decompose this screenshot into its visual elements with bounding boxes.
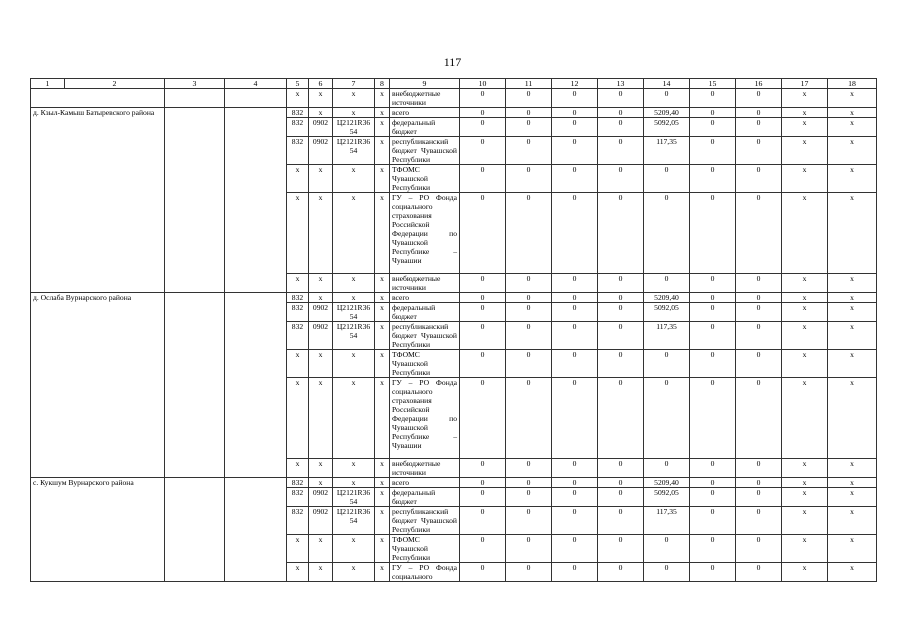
table-cell: x: [287, 535, 309, 563]
empty-cell: [165, 293, 225, 478]
table-cell: x: [375, 350, 390, 378]
table-cell: x: [309, 108, 333, 118]
table-cell: 0: [598, 118, 644, 137]
table-cell: 0: [460, 350, 506, 378]
table-cell: 0: [690, 118, 736, 137]
table-cell: 0: [736, 89, 782, 108]
table-cell: x: [828, 89, 877, 108]
table-cell: 0: [736, 459, 782, 478]
table-cell: 0: [506, 563, 552, 582]
table-cell: x: [375, 378, 390, 459]
column-header: 1: [31, 79, 65, 89]
table-cell: 0: [460, 459, 506, 478]
table-cell: 832: [287, 478, 309, 488]
table-cell: x: [782, 459, 828, 478]
table-cell: x: [375, 137, 390, 165]
table-cell: x: [828, 507, 877, 535]
table-cell: x: [782, 89, 828, 108]
table-cell: 0: [552, 89, 598, 108]
table-cell: 0: [506, 193, 552, 274]
table-cell: x: [309, 478, 333, 488]
table-cell: 0902: [309, 303, 333, 322]
table-cell: x: [375, 488, 390, 507]
empty-cell: [165, 89, 225, 108]
table-cell: x: [287, 350, 309, 378]
table-cell: x: [375, 478, 390, 488]
table-cell: x: [309, 293, 333, 303]
table-cell: 0: [460, 193, 506, 274]
table-cell: 0: [690, 165, 736, 193]
column-header: 6: [309, 79, 333, 89]
funding-source-cell: ТФОМС Чувашской Республики: [390, 165, 460, 193]
table-cell: Ц2121R36 54: [333, 488, 375, 507]
settlement-name-cell: д. Кзыл-Камыш Батыревского района: [31, 108, 165, 293]
table-cell: 0: [552, 378, 598, 459]
table-cell: 0: [506, 378, 552, 459]
table-cell: 0: [460, 293, 506, 303]
table-cell: x: [782, 293, 828, 303]
table-cell: 0: [460, 507, 506, 535]
table-cell: 832: [287, 293, 309, 303]
table-cell: x: [309, 89, 333, 108]
column-header: 18: [828, 79, 877, 89]
table-cell: 0: [598, 274, 644, 293]
funding-source-cell: внебюджетные источники: [390, 274, 460, 293]
funding-source-cell: всего: [390, 293, 460, 303]
table-cell: 0: [506, 118, 552, 137]
column-header-row: [31, 79, 877, 89]
table-cell: 0: [598, 193, 644, 274]
table-cell: 0: [736, 165, 782, 193]
table-cell: x: [828, 303, 877, 322]
table-cell: 0: [598, 137, 644, 165]
table-cell: x: [782, 350, 828, 378]
table-row: [31, 108, 877, 118]
table-cell: x: [375, 563, 390, 582]
table-cell: 0: [552, 488, 598, 507]
table-cell: 0: [690, 507, 736, 535]
table-cell: 0: [598, 459, 644, 478]
table-cell: 0: [644, 378, 690, 459]
table-cell: x: [375, 165, 390, 193]
funding-source-cell: федеральный бюджет: [390, 118, 460, 137]
table-cell: x: [782, 322, 828, 350]
table-cell: 0: [690, 378, 736, 459]
table-cell: x: [333, 293, 375, 303]
funding-source-cell: федеральный бюджет: [390, 303, 460, 322]
table-cell: x: [287, 563, 309, 582]
table-cell: 0: [506, 89, 552, 108]
table-cell: 0: [644, 535, 690, 563]
table-row: [31, 89, 877, 108]
table-cell: 5209,40: [644, 108, 690, 118]
table-cell: 0: [690, 193, 736, 274]
table-cell: x: [333, 193, 375, 274]
table-cell: x: [828, 478, 877, 488]
settlement-name-cell: д. Ослаба Вурнарского района: [31, 293, 165, 478]
funding-source-cell: всего: [390, 478, 460, 488]
table-cell: 0902: [309, 507, 333, 535]
table-cell: 0: [736, 378, 782, 459]
table-cell: 117,35: [644, 322, 690, 350]
table-cell: 0: [506, 108, 552, 118]
table-cell: 0: [552, 193, 598, 274]
table-cell: 0902: [309, 488, 333, 507]
table-cell: 0: [736, 118, 782, 137]
table-cell: x: [782, 165, 828, 193]
table-cell: 0902: [309, 322, 333, 350]
table-cell: 0: [552, 274, 598, 293]
table-cell: 0: [736, 478, 782, 488]
table-cell: x: [309, 165, 333, 193]
column-header: 12: [552, 79, 598, 89]
empty-cell: [165, 478, 225, 582]
table-cell: 0: [506, 488, 552, 507]
table-cell: 0: [506, 165, 552, 193]
table-cell: x: [333, 274, 375, 293]
table-cell: 0: [506, 350, 552, 378]
table-cell: 0: [644, 563, 690, 582]
table-cell: x: [375, 322, 390, 350]
table-cell: x: [782, 507, 828, 535]
table-cell: 0: [598, 322, 644, 350]
empty-cell: [225, 89, 287, 108]
table-cell: 0: [690, 459, 736, 478]
table-cell: 0: [690, 350, 736, 378]
table-cell: x: [287, 378, 309, 459]
table-cell: 5209,40: [644, 478, 690, 488]
table-cell: 0: [506, 535, 552, 563]
table-cell: 0: [598, 108, 644, 118]
table-cell: x: [375, 293, 390, 303]
table-cell: x: [782, 378, 828, 459]
table-cell: 832: [287, 507, 309, 535]
table-cell: 0: [644, 165, 690, 193]
table-cell: x: [287, 193, 309, 274]
table-cell: 0: [644, 89, 690, 108]
table-cell: 0: [690, 137, 736, 165]
table-cell: 0: [506, 507, 552, 535]
table-cell: x: [828, 137, 877, 165]
table-cell: 0: [552, 478, 598, 488]
table-cell: x: [828, 165, 877, 193]
funding-source-cell: ГУ – РО Фонда социального страхования Российской Федерации по Чувашской Республике – Чувашии: [390, 193, 460, 274]
table-cell: Ц2121R36 54: [333, 303, 375, 322]
table-cell: 0: [644, 459, 690, 478]
table-cell: 0: [598, 478, 644, 488]
table-cell: 0: [506, 303, 552, 322]
table-cell: 0: [460, 118, 506, 137]
table-cell: 832: [287, 137, 309, 165]
table-cell: x: [309, 378, 333, 459]
table-cell: x: [333, 478, 375, 488]
table-cell: 0: [460, 322, 506, 350]
table-cell: Ц2121R36 54: [333, 118, 375, 137]
funding-source-cell: внебюджетные источники: [390, 89, 460, 108]
table-cell: x: [309, 193, 333, 274]
table-cell: 0: [690, 274, 736, 293]
table-cell: x: [782, 118, 828, 137]
table-cell: x: [782, 478, 828, 488]
table-cell: 0: [690, 322, 736, 350]
funding-source-cell: республиканский бюджет Чувашской Республики: [390, 137, 460, 165]
table-cell: x: [375, 108, 390, 118]
table-cell: 0: [736, 108, 782, 118]
table-cell: 0: [598, 488, 644, 507]
table-cell: 0: [506, 322, 552, 350]
table-cell: 0: [506, 274, 552, 293]
funding-source-cell: ТФОМС Чувашской Республики: [390, 535, 460, 563]
table-cell: x: [375, 459, 390, 478]
table-cell: 117,35: [644, 137, 690, 165]
table-cell: 0: [598, 303, 644, 322]
column-header: 9: [390, 79, 460, 89]
table-cell: x: [782, 193, 828, 274]
table-cell: x: [828, 378, 877, 459]
table-cell: 0: [552, 118, 598, 137]
table-cell: x: [828, 293, 877, 303]
table-cell: x: [828, 193, 877, 274]
table-cell: 0: [690, 535, 736, 563]
table-cell: 0: [736, 293, 782, 303]
column-header: 2: [65, 79, 165, 89]
table-cell: 0: [598, 507, 644, 535]
table-cell: 0: [690, 488, 736, 507]
table-row: [31, 478, 877, 488]
table-row: [31, 293, 877, 303]
funding-source-cell: республиканский бюджет Чувашской Республики: [390, 322, 460, 350]
table-cell: x: [287, 459, 309, 478]
table-cell: 0: [460, 274, 506, 293]
table-cell: x: [828, 488, 877, 507]
table-cell: x: [828, 118, 877, 137]
table-cell: x: [828, 535, 877, 563]
table-cell: x: [333, 89, 375, 108]
table-cell: 0: [460, 535, 506, 563]
table-cell: 832: [287, 303, 309, 322]
table-cell: 0: [690, 478, 736, 488]
table-cell: 0: [736, 303, 782, 322]
column-header: 15: [690, 79, 736, 89]
funding-source-cell: ГУ – РО Фонда социального: [390, 563, 460, 582]
table-cell: x: [828, 274, 877, 293]
funding-source-cell: всего: [390, 108, 460, 118]
table-cell: x: [333, 378, 375, 459]
table-cell: 832: [287, 108, 309, 118]
table-cell: 0: [552, 165, 598, 193]
table-cell: 0: [736, 563, 782, 582]
table-cell: 5092,05: [644, 118, 690, 137]
table-cell: 0: [736, 507, 782, 535]
table-cell: x: [333, 108, 375, 118]
table-cell: 0: [690, 293, 736, 303]
page-number: 117: [443, 55, 462, 69]
column-header: 8: [375, 79, 390, 89]
table-cell: 0: [736, 350, 782, 378]
table-cell: x: [782, 303, 828, 322]
table-cell: x: [828, 108, 877, 118]
table-cell: 0: [552, 303, 598, 322]
table-cell: 0: [460, 488, 506, 507]
table-cell: x: [828, 563, 877, 582]
table-cell: x: [309, 459, 333, 478]
table-cell: 0: [460, 89, 506, 108]
table-cell: 0: [552, 108, 598, 118]
table-cell: 0: [506, 478, 552, 488]
table-cell: x: [287, 165, 309, 193]
table-cell: 0: [690, 89, 736, 108]
funding-source-cell: республиканский бюджет Чувашской Республики: [390, 507, 460, 535]
table-cell: x: [828, 350, 877, 378]
table-cell: 0: [552, 322, 598, 350]
funding-source-cell: ТФОМС Чувашской Республики: [390, 350, 460, 378]
column-header: 13: [598, 79, 644, 89]
table-cell: x: [333, 535, 375, 563]
table-cell: x: [375, 303, 390, 322]
table-cell: 0: [644, 193, 690, 274]
table-cell: 0: [736, 193, 782, 274]
table-cell: 0: [598, 535, 644, 563]
table-cell: x: [782, 108, 828, 118]
settlement-name-cell: с. Кукшум Вурнарского района: [31, 478, 165, 582]
table-cell: x: [782, 137, 828, 165]
column-header: 16: [736, 79, 782, 89]
column-header: 5: [287, 79, 309, 89]
column-header: 14: [644, 79, 690, 89]
table-cell: 117,35: [644, 507, 690, 535]
table-cell: Ц2121R36 54: [333, 507, 375, 535]
table-cell: x: [375, 193, 390, 274]
table-cell: 0: [598, 563, 644, 582]
table-cell: 0: [460, 137, 506, 165]
table-cell: Ц2121R36 54: [333, 322, 375, 350]
empty-cell: [225, 478, 287, 582]
table-cell: 832: [287, 488, 309, 507]
table-cell: 0: [736, 274, 782, 293]
table-cell: 0: [598, 165, 644, 193]
table-cell: x: [782, 274, 828, 293]
table-cell: 0: [460, 478, 506, 488]
table-cell: x: [309, 535, 333, 563]
table-cell: x: [309, 274, 333, 293]
settlement-name-cell: [31, 89, 165, 108]
empty-cell: [225, 293, 287, 478]
table-cell: x: [309, 350, 333, 378]
table-cell: 0: [598, 293, 644, 303]
table-cell: x: [333, 350, 375, 378]
table-cell: x: [287, 89, 309, 108]
table-cell: x: [287, 274, 309, 293]
table-cell: 0: [506, 459, 552, 478]
table-cell: 0: [690, 563, 736, 582]
table-cell: x: [828, 459, 877, 478]
table-cell: 0: [736, 488, 782, 507]
table-cell: x: [333, 165, 375, 193]
column-header: 10: [460, 79, 506, 89]
table-cell: 0: [506, 293, 552, 303]
table-cell: Ц2121R36 54: [333, 137, 375, 165]
empty-cell: [225, 108, 287, 293]
table-cell: 832: [287, 118, 309, 137]
table-cell: 0: [736, 137, 782, 165]
table-cell: 0: [460, 165, 506, 193]
empty-cell: [165, 108, 225, 293]
table-cell: x: [333, 563, 375, 582]
table-cell: 0: [552, 137, 598, 165]
column-header: 17: [782, 79, 828, 89]
table-cell: 0: [552, 507, 598, 535]
table-cell: 0: [460, 378, 506, 459]
table-cell: 0902: [309, 137, 333, 165]
table-cell: 0: [690, 108, 736, 118]
funding-source-cell: федеральный бюджет: [390, 488, 460, 507]
table-cell: 0: [690, 303, 736, 322]
table-cell: 0: [552, 350, 598, 378]
funding-source-cell: внебюджетные источники: [390, 459, 460, 478]
table-cell: 0: [460, 563, 506, 582]
table-cell: 0: [552, 459, 598, 478]
column-header: 4: [225, 79, 287, 89]
table-cell: 5209,40: [644, 293, 690, 303]
table-cell: 0: [460, 108, 506, 118]
table-cell: x: [782, 535, 828, 563]
table-cell: x: [333, 459, 375, 478]
table-cell: 0: [598, 89, 644, 108]
column-header: 3: [165, 79, 225, 89]
table-cell: x: [782, 488, 828, 507]
table-cell: 0: [736, 535, 782, 563]
table-cell: x: [309, 563, 333, 582]
table-cell: x: [375, 118, 390, 137]
data-table: [30, 78, 877, 582]
table-cell: 0: [644, 350, 690, 378]
funding-source-cell: ГУ – РО Фонда социального страхования Российской Федерации по Чувашской Республике – Чувашии: [390, 378, 460, 459]
table-cell: 5092,05: [644, 488, 690, 507]
table-cell: 0: [598, 350, 644, 378]
table-cell: 0: [736, 322, 782, 350]
table-cell: x: [375, 274, 390, 293]
column-header: 11: [506, 79, 552, 89]
table-cell: 0: [598, 378, 644, 459]
table-cell: x: [375, 535, 390, 563]
table-cell: x: [375, 507, 390, 535]
table-cell: 0: [506, 137, 552, 165]
table-cell: 832: [287, 322, 309, 350]
table-cell: x: [828, 322, 877, 350]
table-cell: 0: [644, 274, 690, 293]
table-cell: 0: [552, 535, 598, 563]
table-cell: 5092,05: [644, 303, 690, 322]
table-cell: 0: [552, 563, 598, 582]
table-cell: 0902: [309, 118, 333, 137]
table-cell: x: [782, 563, 828, 582]
table-cell: 0: [552, 293, 598, 303]
column-header: 7: [333, 79, 375, 89]
table-cell: 0: [460, 303, 506, 322]
table-cell: x: [375, 89, 390, 108]
